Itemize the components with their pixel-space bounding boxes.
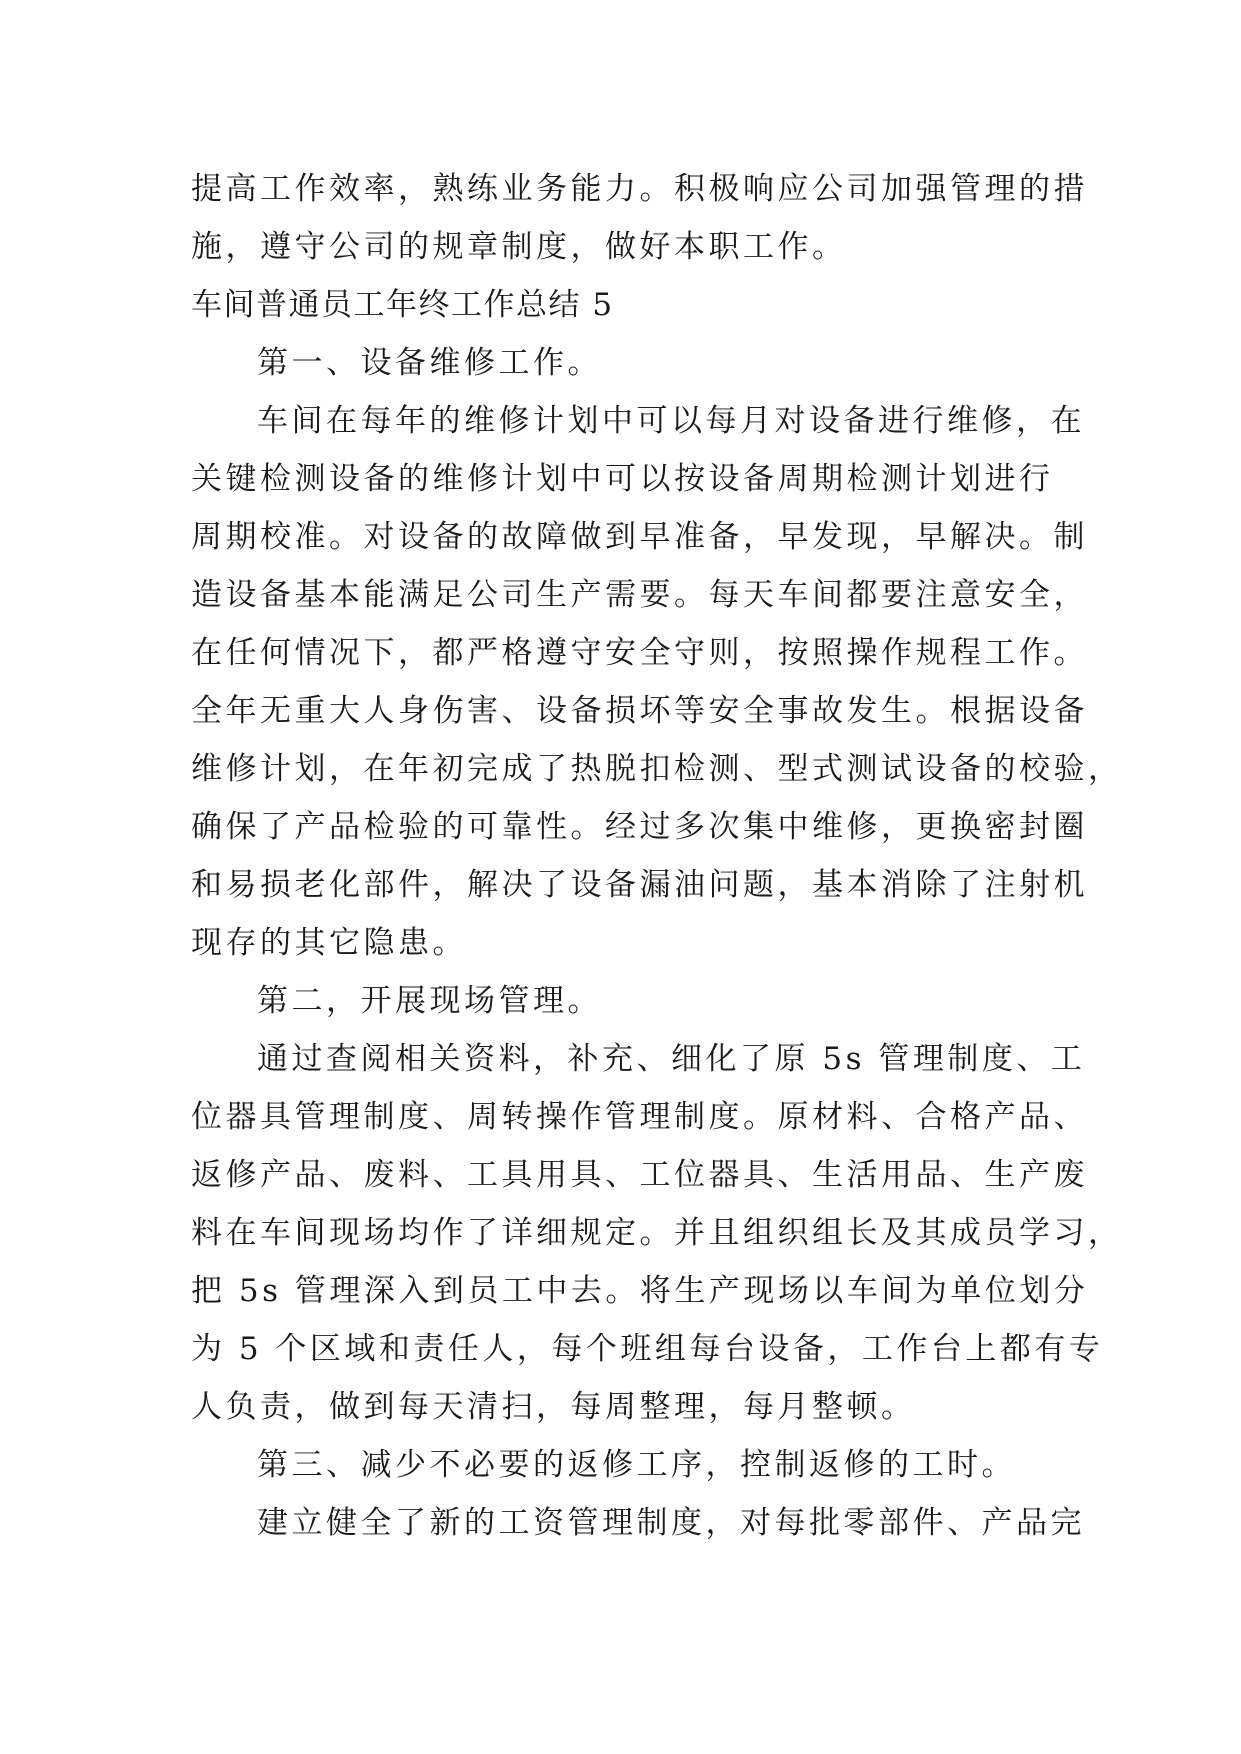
text-line: 维修计划，在年初完成了热脱扣检测、型式测试设备的校验， <box>191 751 1123 787</box>
text-line: 造设备基本能满足公司生产需要。每天车间都要注意安全， <box>191 577 1088 613</box>
text-line: 料在车间现场均作了详细规定。并且组织组长及其成员学习， <box>191 1215 1123 1251</box>
text-line: 周期校准。对设备的故障做到早准备，早发现，早解决。制 <box>191 519 1088 555</box>
text-line: 建立健全了新的工资管理制度，对每批零部件、产品完 <box>257 1505 1085 1541</box>
subheading: 第三、减少不必要的返修工序，控制返修的工时。 <box>257 1447 1016 1483</box>
text-line: 提高工作效率，熟练业务能力。积极响应公司加强管理的措 <box>191 171 1088 207</box>
text-line: 为 5 个区域和责任人，每个班组每台设备，工作台上都有专 <box>191 1331 1104 1367</box>
text-line: 位器具管理制度、周转操作管理制度。原材料、合格产品、 <box>191 1099 1088 1135</box>
text-line: 和易损老化部件，解决了设备漏油问题，基本消除了注射机 <box>191 867 1088 903</box>
text-line: 通过查阅相关资料，补充、细化了原 5s 管理制度、工 <box>257 1041 1086 1077</box>
text-line: 全年无重大人身伤害、设备损坏等安全事故发生。根据设备 <box>191 693 1088 729</box>
subheading: 第一、设备维修工作。 <box>257 345 602 381</box>
text-line: 返修产品、废料、工具用具、工位器具、生活用品、生产废 <box>191 1157 1088 1193</box>
text-line: 施，遵守公司的规章制度，做好本职工作。 <box>191 229 847 265</box>
subheading: 第二，开展现场管理。 <box>257 983 602 1019</box>
text-line: 确保了产品检验的可靠性。经过多次集中维修，更换密封圈 <box>191 809 1088 845</box>
text-line: 关键检测设备的维修计划中可以按设备周期检测计划进行 <box>191 461 1054 497</box>
text-line: 把 5s 管理深入到员工中去。将生产现场以车间为单位划分 <box>191 1273 1089 1309</box>
text-line: 车间在每年的维修计划中可以每月对设备进行维修，在 <box>257 403 1085 439</box>
text-line: 现存的其它隐患。 <box>191 925 467 961</box>
section-title: 车间普通员工年终工作总结 5 <box>191 287 614 323</box>
text-line: 人负责，做到每天清扫，每周整理，每月整顿。 <box>191 1389 916 1425</box>
text-line: 在任何情况下，都严格遵守安全守则，按照操作规程工作。 <box>191 635 1088 671</box>
document-body <box>191 160 1123 1552</box>
